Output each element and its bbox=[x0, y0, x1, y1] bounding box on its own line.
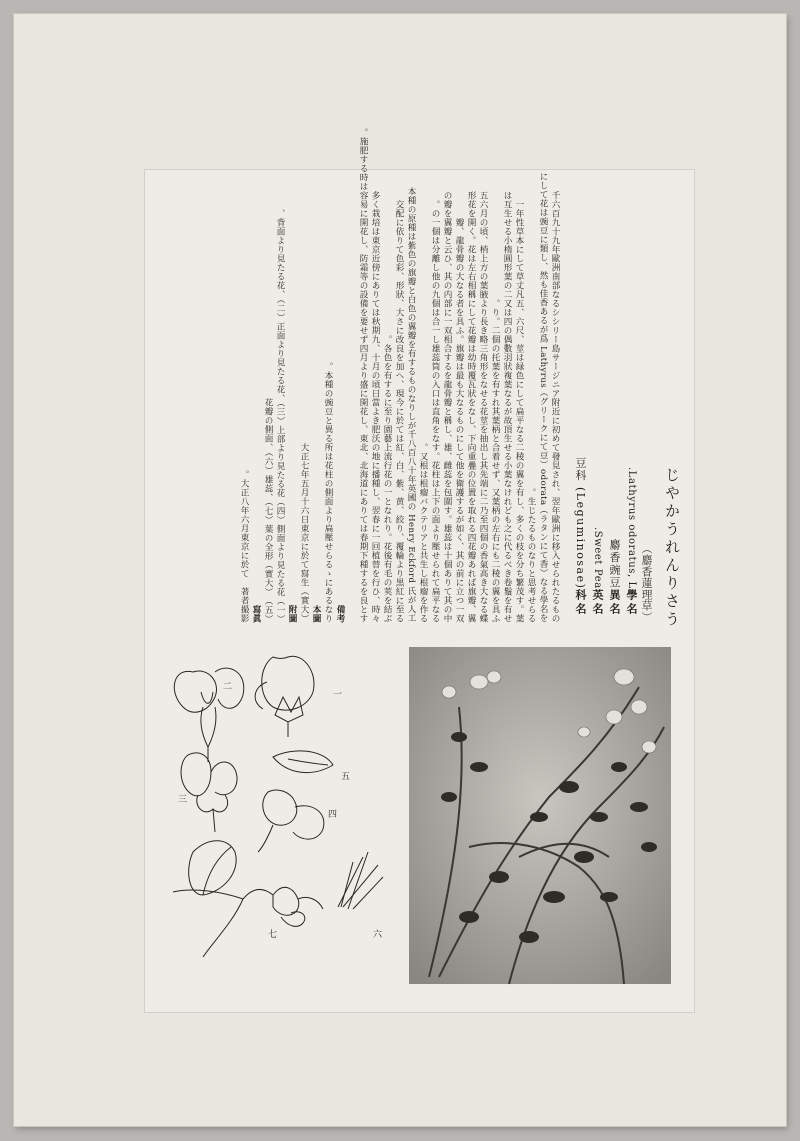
figure-number: 四 bbox=[328, 810, 338, 820]
appendix-line: （五）花瓣の側面、（六）雄蕊、（七）葉の全形（實大） bbox=[263, 397, 273, 623]
figures-label-text: 本圖 bbox=[311, 605, 321, 623]
body-line: 瓣、龍骨瓣の大なる者を具ふ。旗瓣は最も大なるものにして他を衛護するが如く、其の前に立つ一双 bbox=[454, 218, 464, 623]
body-line: の一個は分離し他の九個は合一し雄蕊筒の入口は直角をなす。花柱は上下の面より壓せられて扁平なる。 bbox=[430, 200, 440, 623]
flower-front-drawing bbox=[174, 668, 244, 762]
stamen-drawing bbox=[338, 852, 383, 909]
figure-number: 五 bbox=[341, 772, 351, 782]
body-line: 又根は根瘤バクテリアと共生し根瘤を作る。 bbox=[418, 443, 428, 623]
body-line: 施肥する時は容易に開花し、防霜等の設備を要せず四月より盛に開花し、東北、北海道にありては春期下種するを良とす。 bbox=[358, 128, 368, 623]
flower-side-drawing bbox=[258, 790, 324, 852]
document-page bbox=[144, 128, 695, 1013]
notes-text: 本種の豌豆と異る所は花柱の側面より扁壓せらるゝにあるなり。 bbox=[323, 362, 333, 623]
family-key: 科名 bbox=[574, 589, 587, 617]
flower-top-drawing bbox=[181, 753, 237, 832]
figure-number: 七 bbox=[268, 930, 278, 940]
appendix-label-text: 附圖 bbox=[287, 605, 297, 623]
body-line: は互生せる小楕圓形葉の二又は四の偶數羽狀複葉なるが故頂生せる小葉なけれども之に代るべき卷鬚を有せ bbox=[502, 191, 512, 623]
body-line: 各色を有するに至り園藝上流行花の一となれり。花後有毛の莢を結ぶ。 bbox=[382, 335, 392, 623]
body-line: り。二個の托葉を有すれ其葉柄と合着せず、又葉柄の左右にも二稜の翼を具ふ。 bbox=[490, 299, 500, 623]
body-line: 交配に依りて色彩、形狀、大さに改良を加へ、現今に於ては紅、白、紫、黄、絞り、覆輪より黒紅に至る bbox=[394, 200, 404, 623]
figure-number: 二 bbox=[223, 682, 233, 692]
botanical-line-drawing bbox=[163, 637, 401, 992]
alias-row bbox=[606, 178, 622, 623]
body-line: 形花を開く。花は左右相稱にして花瓣は幼時覆瓦狀をなし、下向重疊の位置を取れる四花瓣あれば旗瓣、翼 bbox=[466, 191, 476, 623]
body-line: 五六月の頃、梢上方の葉腋より長き略三角形をなせる花莖を抽出し其先端に二乃至四個の香氣高き大なる蝶 bbox=[478, 191, 488, 623]
body-line: 生じたるものなりと思考せらる。 bbox=[526, 488, 536, 623]
appendix-label bbox=[286, 178, 297, 623]
notes-label-text: 備考 bbox=[335, 605, 345, 623]
sweet-pea-photograph bbox=[409, 647, 671, 984]
body-line: にして花は豌豆に類し、然も佳香あるが爲 Lathyrus（グリークにて豆）odorata（ラタンにて香）なる學名を bbox=[538, 172, 548, 623]
photo-date: 大正八年六月東京に於て 著者撮影。 bbox=[239, 470, 249, 623]
body-line: の瓣を翼瓣と云ひ、其の内部に一双相合するを龍骨瓣と稱し、雄、雌蕊を包圍す。雄蕊は十個ありて其の中 bbox=[442, 191, 452, 623]
text-block bbox=[157, 128, 682, 633]
scientific-name-value: Lathyrus odoratus, L. bbox=[626, 467, 637, 589]
photo-label-text: 寫眞 bbox=[251, 605, 261, 623]
body-line: 多く栽培は東京近傍にありては秋期九、十月の頃日當よき肥沃の地に播種し、翌春に一回植替を行ひ、時々 bbox=[370, 191, 380, 623]
flower-back-drawing bbox=[255, 656, 314, 737]
page-title: じやかうれんりさう bbox=[663, 467, 681, 629]
mount-board bbox=[14, 14, 786, 1126]
family-row bbox=[572, 178, 588, 623]
photo-label bbox=[250, 178, 261, 623]
family-value: 豆科 (Leguminosae) bbox=[574, 456, 587, 589]
appendix-line: （一）背面より見たる花、（二）正面より見たる花、（三）上部より見たる花（四）側面より見たる花、 bbox=[275, 208, 285, 623]
english-name-key: 英名 bbox=[591, 589, 604, 617]
scientific-name-key: 學名 bbox=[625, 589, 638, 617]
body-line: 一年性草本にして草丈凡五、六尺、莖は緑色にして扁平なる二稜の翼を有し、多くの枝を分ち繁茂す。葉 bbox=[514, 200, 524, 623]
notes-label bbox=[334, 178, 345, 623]
english-name-value: Sweet Pea. bbox=[592, 527, 603, 589]
scientific-name-row bbox=[623, 178, 639, 623]
alias-key: 異名 bbox=[608, 589, 621, 617]
figure-number: 三 bbox=[178, 795, 188, 805]
alt-name: （麝香蓮理草） bbox=[640, 543, 653, 623]
petal-side-drawing bbox=[273, 751, 333, 773]
figure-number: 一 bbox=[333, 690, 343, 700]
english-name-row bbox=[589, 178, 605, 623]
alias-value: 麝香豌豆 bbox=[608, 539, 621, 589]
body-line: 本種の原種は紫色の旗瓣と白色の翼瓣を有するものなりしが千八百八十年英國の Henry Eckford 氏が人工 bbox=[406, 187, 416, 623]
figures-label bbox=[310, 178, 321, 623]
body-line: 千六百九十九年歐洲南部なるシシリー島サージニア附近に初めて發見され、翌年歐洲に移入せられたるもの bbox=[550, 191, 560, 623]
leaf-drawing bbox=[173, 841, 323, 957]
figures-date: 大正七年五月十六日東京に於て寫生（實大） bbox=[299, 443, 309, 623]
figure-number: 六 bbox=[373, 930, 383, 940]
